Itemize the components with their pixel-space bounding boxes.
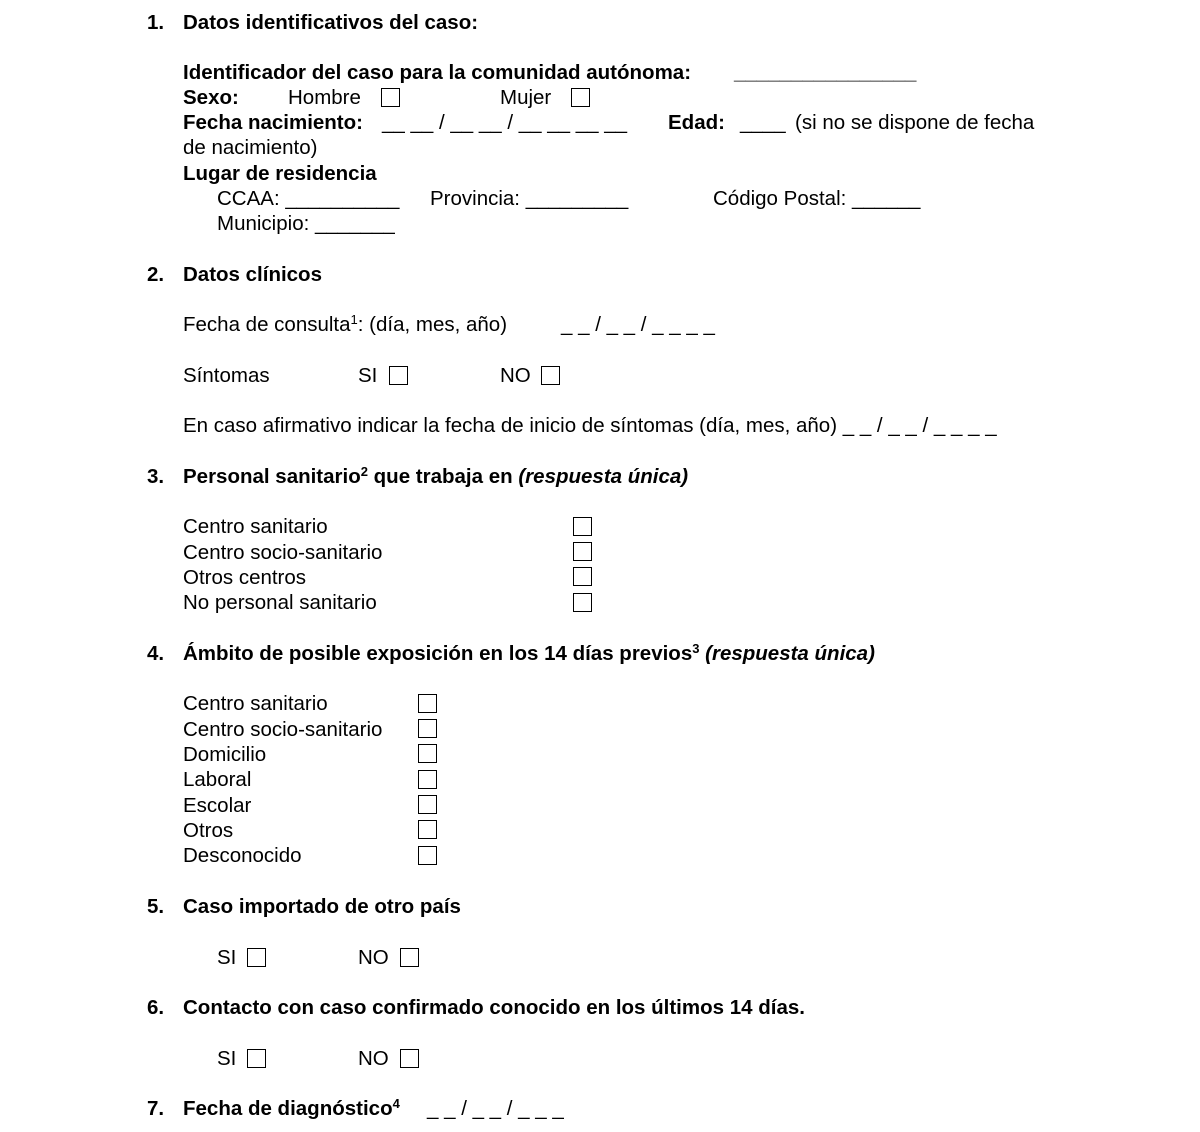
s4-option-checkbox[interactable]	[418, 719, 437, 738]
municipality-field[interactable]: Municipio: _______	[217, 212, 395, 235]
ccaa-field[interactable]: CCAA: __________	[217, 187, 400, 210]
section-6-title: Contacto con caso confirmado conocido en los últimos 14 días.	[183, 996, 805, 1019]
contact-no-label: NO	[358, 1047, 389, 1070]
symptoms-label: Síntomas	[183, 364, 270, 387]
age-label: Edad:	[668, 111, 725, 134]
s4-option-checkbox[interactable]	[418, 795, 437, 814]
section-5-number: 5.	[147, 895, 165, 918]
imported-yes-label: SI	[217, 946, 237, 969]
s4-option-checkbox[interactable]	[418, 770, 437, 789]
section-3-title: Personal sanitario$^2$ que trabaja en (respuesta única)	[183, 464, 689, 488]
s3-option-checkbox[interactable]	[573, 517, 592, 536]
s3-option-label: Centro sanitario	[183, 515, 328, 538]
section-6-number: 6.	[147, 996, 165, 1019]
section-1-title: Datos identificativos del caso:	[183, 11, 479, 34]
section-5-title: Caso importado de otro país	[183, 895, 461, 918]
s4-option-label: Escolar	[183, 794, 252, 817]
section-7-title: Fecha de diagnóstico$^4$	[183, 1096, 400, 1120]
age-field[interactable]: ____	[740, 111, 786, 134]
section-4-title: Ámbito de posible exposición en los 14 días previos$^3$ (respuesta única)	[183, 641, 875, 665]
s4-option-label: Desconocido	[183, 844, 302, 867]
female-label: Mujer	[500, 86, 552, 109]
s4-option-checkbox[interactable]	[418, 744, 437, 763]
section-2-title: Datos clínicos	[183, 263, 322, 286]
section-4-number: 4.	[147, 642, 165, 665]
s4-option-label: Laboral	[183, 768, 252, 791]
symptoms-no-checkbox[interactable]	[541, 366, 560, 385]
s3-option-label: Centro socio-sanitario	[183, 541, 383, 564]
s4-option-label: Centro socio-sanitario	[183, 718, 383, 741]
section-1-number: 1.	[147, 11, 165, 34]
symptoms-yes-checkbox[interactable]	[389, 366, 408, 385]
birthdate-label: Fecha nacimiento:	[183, 111, 363, 134]
s4-option-label: Domicilio	[183, 743, 267, 766]
sex-label: Sexo:	[183, 86, 239, 109]
s3-option-checkbox[interactable]	[573, 542, 592, 561]
contact-yes-checkbox[interactable]	[247, 1049, 266, 1068]
s3-option-checkbox[interactable]	[573, 567, 592, 586]
province-field[interactable]: Provincia: _________	[430, 187, 629, 210]
footnote-2-marker: 2	[360, 464, 368, 479]
residence-label: Lugar de residencia	[183, 162, 377, 185]
s4-option-checkbox[interactable]	[418, 694, 437, 713]
single-answer-note: (respuesta única)	[518, 465, 689, 488]
section-3-number: 3.	[147, 465, 165, 488]
imported-no-checkbox[interactable]	[400, 948, 419, 967]
postal-code-field[interactable]: Código Postal: ______	[713, 187, 921, 210]
s4-option-label: Otros	[183, 819, 234, 842]
single-answer-note: (respuesta única)	[705, 642, 875, 665]
s4-option-checkbox[interactable]	[418, 820, 437, 839]
imported-no-label: NO	[358, 946, 389, 969]
s4-option-label: Centro sanitario	[183, 692, 328, 715]
case-id-field[interactable]: ________________	[734, 61, 917, 84]
s4-option-checkbox[interactable]	[418, 846, 437, 865]
diagnosis-date-field[interactable]: _ _ / _ _ / _ _ _	[427, 1097, 564, 1120]
male-label: Hombre	[288, 86, 361, 109]
imported-yes-checkbox[interactable]	[247, 948, 266, 967]
footnote-4-marker: 4	[392, 1096, 400, 1111]
contact-no-checkbox[interactable]	[400, 1049, 419, 1068]
s3-option-label: No personal sanitario	[183, 591, 377, 614]
footnote-3-marker: 3	[692, 641, 700, 656]
section-7-number: 7.	[147, 1097, 165, 1120]
contact-yes-label: SI	[217, 1047, 237, 1070]
birthdate-field[interactable]: __ __ / __ __ / __ __ __ __	[382, 111, 628, 134]
age-note: (si no se dispone de fecha	[795, 111, 1035, 134]
symptom-onset-date[interactable]: En caso afirmativo indicar la fecha de inicio de síntomas (día, mes, año) _ _ / _ _ / _ _ _ _	[183, 414, 997, 437]
consultation-date-field[interactable]: _ _ / _ _ / _ _ _ _	[561, 313, 715, 336]
footnote-1-marker: 1	[350, 312, 358, 327]
s3-option-checkbox[interactable]	[573, 593, 592, 612]
symptoms-no-label: NO	[500, 364, 531, 387]
symptoms-yes-label: SI	[358, 364, 378, 387]
s3-option-label: Otros centros	[183, 566, 307, 589]
female-checkbox[interactable]	[571, 88, 590, 107]
section-2-number: 2.	[147, 263, 165, 286]
case-id-label: Identificador del caso para la comunidad autónoma:	[183, 61, 692, 84]
male-checkbox[interactable]	[381, 88, 400, 107]
age-note-continued: de nacimiento)	[183, 136, 318, 159]
consultation-date-label: Fecha de consulta$^1$: (día, mes, año)	[183, 312, 508, 336]
